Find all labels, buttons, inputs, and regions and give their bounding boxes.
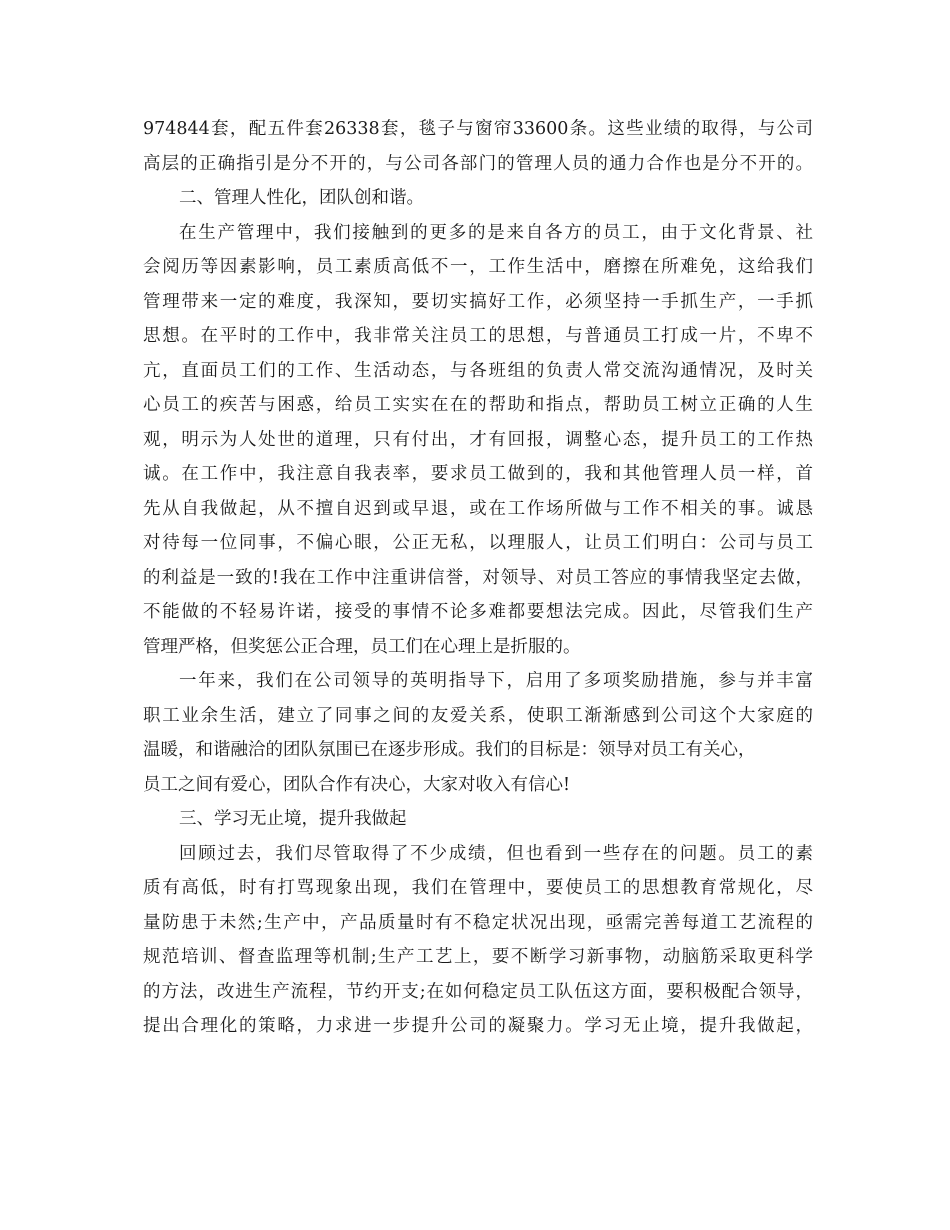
text-line: 回顾过去，我们尽管取得了不少成绩，但也看到一些存在的问题。员工的素 <box>179 843 813 864</box>
text-line: 提出合理化的策略，力求进一步提升公司的凝聚力。学习无止境，提升我做起， <box>143 1016 813 1036</box>
text-line: 二、管理人性化，团队创和谐。 <box>179 188 424 208</box>
text-line: 员工之间有爱心，团队合作有决心，大家对收入有信心! <box>143 774 571 795</box>
text-line: 规范培训、督查监理等机制;生产工艺上，要不断学习新事物，动脑筋采取更科学 <box>143 947 813 967</box>
text-line: 管理严格，但奖惩公正合理，员工们在心理上是折服的。 <box>143 636 581 657</box>
text-line: 诚。在工作中，我注意自我表率，要求员工做到的，我和其他管理人员一样，首 <box>143 464 813 484</box>
text-line: 先从自我做起，从不擅自迟到或早退，或在工作场所做与工作不相关的事。诚恳 <box>143 498 813 519</box>
text-line: 会阅历等因素影响，员工素质高低不一，工作生活中，磨擦在所难免，这给我们 <box>143 257 813 277</box>
text-line: 观，明示为人处世的道理，只有付出，才有回报，调整心态，提升员工的工作热 <box>143 429 813 450</box>
text-line: 亢，直面员工们的工作、生活动态，与各班组的负责人常交流沟通情况，及时关 <box>143 360 813 381</box>
text-line: 三、学习无止境，提升我做起 <box>179 809 407 829</box>
text-line: 对待每一位同事，不偏心眼，公正无私，以理服人，让员工们明白：公司与员工 <box>143 533 813 553</box>
text-line: 一年来，我们在公司领导的英明指导下，启用了多项奖励措施，参与并丰富 <box>179 671 813 691</box>
text-line: 高层的正确指引是分不开的，与公司各部门的管理人员的通力合作也是分不开的。 <box>143 153 813 174</box>
text-line: 的利益是一致的!我在工作中注重讲信誉，对领导、对员工答应的事情我坚定去做， <box>143 567 813 588</box>
text-line: 量防患于未然;生产中，产品质量时有不稳定状况出现，亟需完善每道工艺流程的 <box>143 912 813 933</box>
text-line: 温暖，和谐融洽的团队氛围已在逐步形成。我们的目标是：领导对员工有关心， <box>143 740 756 760</box>
text-line: 职工业余生活，建立了同事之间的友爱关系，使职工渐渐感到公司这个大家庭的 <box>143 705 813 726</box>
body-text <box>143 112 813 1044</box>
text-line: 思想。在平时的工作中，我非常关注员工的思想，与普通员工打成一片，不卑不 <box>143 326 813 346</box>
text-line: 质有高低，时有打骂现象出现，我们在管理中，要使员工的思想教育常规化，尽 <box>143 878 813 898</box>
text-line: 974844套，配五件套26338套，毯子与窗帘33600条。这些业绩的取得，与公司 <box>143 119 813 139</box>
text-line: 心员工的疾苦与困惑，给员工实实在在的帮助和指点，帮助员工树立正确的人生 <box>143 395 813 415</box>
text-line: 管理带来一定的难度，我深知，要切实搞好工作，必须坚持一手抓生产，一手抓 <box>143 291 813 312</box>
text-line: 的方法，改进生产流程，节约开支;在如何稳定员工队伍这方面，要积极配合领导， <box>143 981 813 1002</box>
text-line: 在生产管理中，我们接触到的更多的是来自各方的员工，由于文化背景、社 <box>179 222 813 243</box>
text-line: 不能做的不轻易许诺，接受的事情不论多难都要想法完成。因此，尽管我们生产 <box>143 602 813 622</box>
